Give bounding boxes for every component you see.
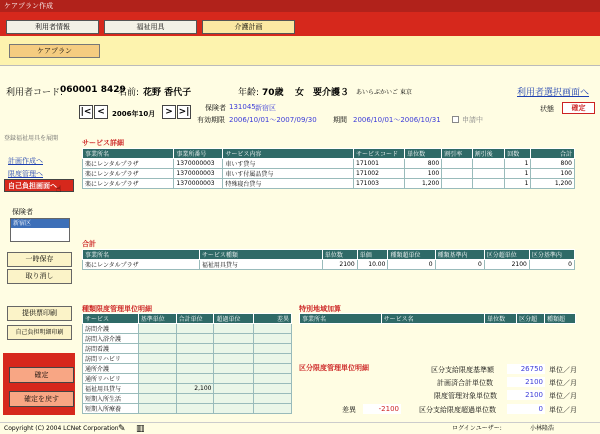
insurer-list-item[interactable]: 新宿区 [11, 219, 69, 228]
service-detail-title: サービス詳細 [82, 139, 124, 147]
applying-label: 申請中 [462, 116, 483, 124]
cell-sum: 100 [531, 169, 575, 179]
cell-sum: 800 [531, 159, 575, 169]
table-row[interactable] [83, 159, 575, 169]
user-code-label: 利用者コード: [6, 88, 64, 98]
cell-office: 楽にレンタルプラザ [83, 169, 174, 179]
col-service: サービス内容 [223, 149, 354, 159]
cell-service-type: 福祉用具貸与 [199, 260, 322, 270]
login-user: 小林隆浩 [530, 425, 555, 432]
insurer-no: 131045 [229, 103, 256, 111]
user-name-label: 名前: [118, 88, 140, 98]
table-row[interactable] [83, 169, 575, 179]
col-units: 単位数 [485, 314, 517, 324]
status-label: 状態 [540, 105, 554, 113]
cell-after [472, 169, 505, 179]
current-month: 2006年10月 [112, 110, 156, 118]
col-sum: 合計 [531, 149, 575, 159]
col-total-units: 合計単位 [176, 314, 214, 324]
tab-user-info[interactable]: 利用者情報 [6, 20, 99, 34]
col-count: 回数 [505, 149, 531, 159]
cell-units: 2100 [322, 260, 357, 270]
area-limit-title: 区分限度管理単位明細 [299, 364, 369, 372]
col-office: 事業所名 [300, 314, 382, 324]
user-age-label: 年齢: [238, 88, 260, 98]
area-limit-label-0: 区分支給限度基準額 [431, 366, 494, 374]
cell-service: 車いす貸与 [223, 159, 354, 169]
tab-careplan[interactable]: ケアプラン [9, 44, 100, 58]
table-header [83, 149, 575, 159]
cell-service: 福祉用具貸与 [83, 384, 139, 394]
next-month-button[interactable]: > [162, 105, 176, 119]
col-after-discount: 割引後 [472, 149, 505, 159]
user-address: あいらぶかいご 東京 [356, 89, 412, 96]
col-kind-over: 種類超 [545, 314, 576, 324]
cell-service: 訪問入浴介護 [83, 334, 139, 344]
user-select-link[interactable]: 利用者選択画面へ [517, 88, 590, 98]
cell-service: 短期入所療養 [83, 404, 139, 414]
table-row[interactable] [83, 394, 292, 404]
col-discount-rate: 割引率 [442, 149, 472, 159]
total-title: 合計 [82, 240, 96, 248]
col-area-within: 区分基準内 [529, 250, 574, 260]
sidebar-active-self-pay[interactable]: 自己負担画面へ [4, 179, 74, 192]
login-user-label: ログインユーザー: [452, 425, 502, 432]
cell-count: 1 [505, 169, 531, 179]
col-over-units: 超過単位 [214, 314, 254, 324]
valid-period-label: 有効期限 [197, 116, 225, 124]
table-row[interactable] [83, 364, 292, 374]
unconfirm-button[interactable]: 確定を戻す [9, 391, 74, 407]
user-sex: 女 [295, 88, 305, 98]
cell-after [472, 179, 505, 189]
cell-after [472, 159, 505, 169]
cell-code: 171003 [354, 179, 405, 189]
table-row[interactable] [83, 260, 575, 270]
area-limit-value-2: 2100 [507, 390, 545, 400]
cell-office: 楽にレンタルプラザ [83, 179, 174, 189]
cell-units: 100 [405, 169, 442, 179]
col-base-units: 基準単位 [138, 314, 176, 324]
status-badge: 確定 [562, 102, 595, 114]
period-value: 2006/10/01～2006/10/31 [353, 116, 441, 124]
cell-office-no: 1370000003 [174, 179, 223, 189]
print-self-pay-button[interactable]: 自己負担明細印刷 [7, 325, 72, 340]
total-table [82, 249, 575, 270]
area-limit-value-1: 2100 [507, 377, 545, 387]
table-row[interactable] [83, 179, 575, 189]
col-unit-price: 単価 [357, 250, 388, 260]
footer [0, 422, 600, 434]
confirm-button[interactable]: 確定 [9, 367, 74, 383]
prev-year-button[interactable]: |< [80, 107, 92, 117]
insurer-label: 保険者 [205, 104, 226, 112]
user-care-level: 要介護３ [313, 88, 350, 98]
cell-office: 楽にレンタルプラザ [83, 159, 174, 169]
insurer-list[interactable] [10, 218, 70, 242]
table-row[interactable] [83, 374, 292, 384]
cell-service: 通所介護 [83, 364, 139, 374]
area-limit-label-1: 計画済合計単位数 [437, 379, 493, 387]
print-offer-button[interactable]: 提供票印刷 [7, 306, 72, 321]
cell-kind-within: 0 [435, 260, 484, 270]
pen-icon: ✎ [118, 424, 126, 434]
table-header [83, 314, 292, 324]
col-service-type: サービス種類 [199, 250, 322, 260]
user-age: 70歳 [262, 88, 284, 98]
col-office: 事業所名 [83, 149, 174, 159]
col-kind-within: 種類基準内 [435, 250, 484, 260]
cell-count: 1 [505, 179, 531, 189]
cell-units: 1,200 [405, 179, 442, 189]
col-office: 事業所名 [83, 250, 200, 260]
area-limit-unit-1: 単位／月 [549, 379, 577, 387]
col-office-no: 事業所番号 [174, 149, 223, 159]
cell-office: 楽にレンタルプラザ [83, 260, 200, 270]
cell-rate [442, 159, 472, 169]
cell-service: 車いす付属品貸与 [223, 169, 354, 179]
table-row[interactable] [83, 404, 292, 414]
area-limit-unit-2: 単位／月 [549, 392, 577, 400]
table-row[interactable] [83, 354, 292, 364]
service-table [82, 148, 575, 189]
prev-month-button[interactable]: < [94, 105, 108, 119]
col-units: 単位数 [405, 149, 442, 159]
col-diff: 差異 [254, 314, 292, 324]
area-limit-unit-0: 単位／月 [549, 366, 577, 374]
table-header [300, 314, 576, 324]
user-info-bar [0, 79, 600, 99]
special-area-table [299, 313, 576, 324]
cell-rate [442, 169, 472, 179]
sub-tab-bar [0, 36, 600, 66]
confirm-area [3, 353, 75, 415]
kind-limit-title: 種類限度管理単位明細 [82, 305, 152, 313]
insurer-name: 新宿区 [255, 104, 276, 112]
table-header [83, 250, 575, 260]
table-row[interactable]: 福祉用具貸与 2,100 [83, 384, 292, 394]
temp-save-button[interactable]: 一時保存 [7, 252, 72, 267]
cell-area-over: 2100 [484, 260, 529, 270]
books-icon: ▥ [136, 424, 145, 434]
table-row[interactable] [83, 344, 292, 354]
cell-service: 訪問リハビリ [83, 354, 139, 364]
diff-value: -2100 [363, 404, 401, 414]
cell-service: 訪問介護 [83, 324, 139, 334]
area-limit-label-3: 区分支給限度超過単位数 [419, 406, 496, 414]
col-kind-over: 種類超単位 [388, 250, 435, 260]
user-code: 060001 8429 [60, 85, 126, 95]
window-title: ケアプラン作成 [0, 0, 600, 12]
applying-checkbox[interactable] [452, 116, 459, 123]
sidebar-link-plan[interactable]: 計画作成へ [8, 157, 43, 165]
cell-code: 171002 [354, 169, 405, 179]
area-limit-label-2: 限度管理対象単位数 [434, 392, 497, 400]
kind-limit-table [82, 313, 292, 414]
table-row[interactable] [83, 324, 292, 334]
area-limit-value-0: 26750 [507, 364, 545, 374]
top-tab-bar [0, 12, 600, 36]
cell-unit-price: 10.00 [357, 260, 388, 270]
sidebar-hint: 登録福祉用具を展開 [4, 135, 59, 142]
cell-service: 特殊寝台貸与 [223, 179, 354, 189]
tab-welfare-equipment[interactable]: 福祉用具 [104, 20, 197, 34]
cell-sum: 1,200 [531, 179, 575, 189]
cell-code: 171001 [354, 159, 405, 169]
col-units: 単位数 [322, 250, 357, 260]
sidebar [0, 99, 77, 422]
cell-area-within: 0 [529, 260, 574, 270]
user-name: 花野 香代子 [143, 88, 192, 98]
cell-kind-over: 0 [388, 260, 435, 270]
area-limit-value-3: 0 [507, 404, 545, 414]
cell-service: 訪問看護 [83, 344, 139, 354]
sidebar-link-limit[interactable]: 限度管理へ [8, 170, 43, 178]
cancel-button[interactable]: 取り消し [7, 269, 72, 284]
cell-service: 短期入所生活 [83, 394, 139, 404]
cell-units: 800 [405, 159, 442, 169]
period-label: 期間 [333, 116, 347, 124]
col-service-name: サービス名 [381, 314, 485, 324]
table-row[interactable] [83, 334, 292, 344]
cell-office-no: 1370000003 [174, 169, 223, 179]
valid-period-value: 2006/10/01～2007/09/30 [229, 116, 317, 124]
tab-care-plan[interactable]: 介護計画 [202, 20, 295, 34]
col-area-over: 区分超 [517, 314, 545, 324]
main-panel [77, 99, 590, 422]
cell-service: 通所リハビリ [83, 374, 139, 384]
cell-office-no: 1370000003 [174, 159, 223, 169]
special-area-title: 特別地域加算 [299, 305, 341, 313]
col-service: サービス [83, 314, 139, 324]
col-area-over: 区分超単位 [484, 250, 529, 260]
next-year-button[interactable]: >| [178, 107, 190, 117]
sidebar-insurer-label: 保険者 [12, 208, 33, 216]
col-service-code: サービスコード [354, 149, 405, 159]
copyright: Copyright (C) 2004 LCNet Corporation [4, 425, 119, 432]
cell-rate [442, 179, 472, 189]
hand-cursor-icon: ☝ [56, 185, 62, 195]
cell-count: 1 [505, 159, 531, 169]
area-limit-unit-3: 単位／月 [549, 406, 577, 414]
diff-label: 差異 [342, 406, 356, 414]
